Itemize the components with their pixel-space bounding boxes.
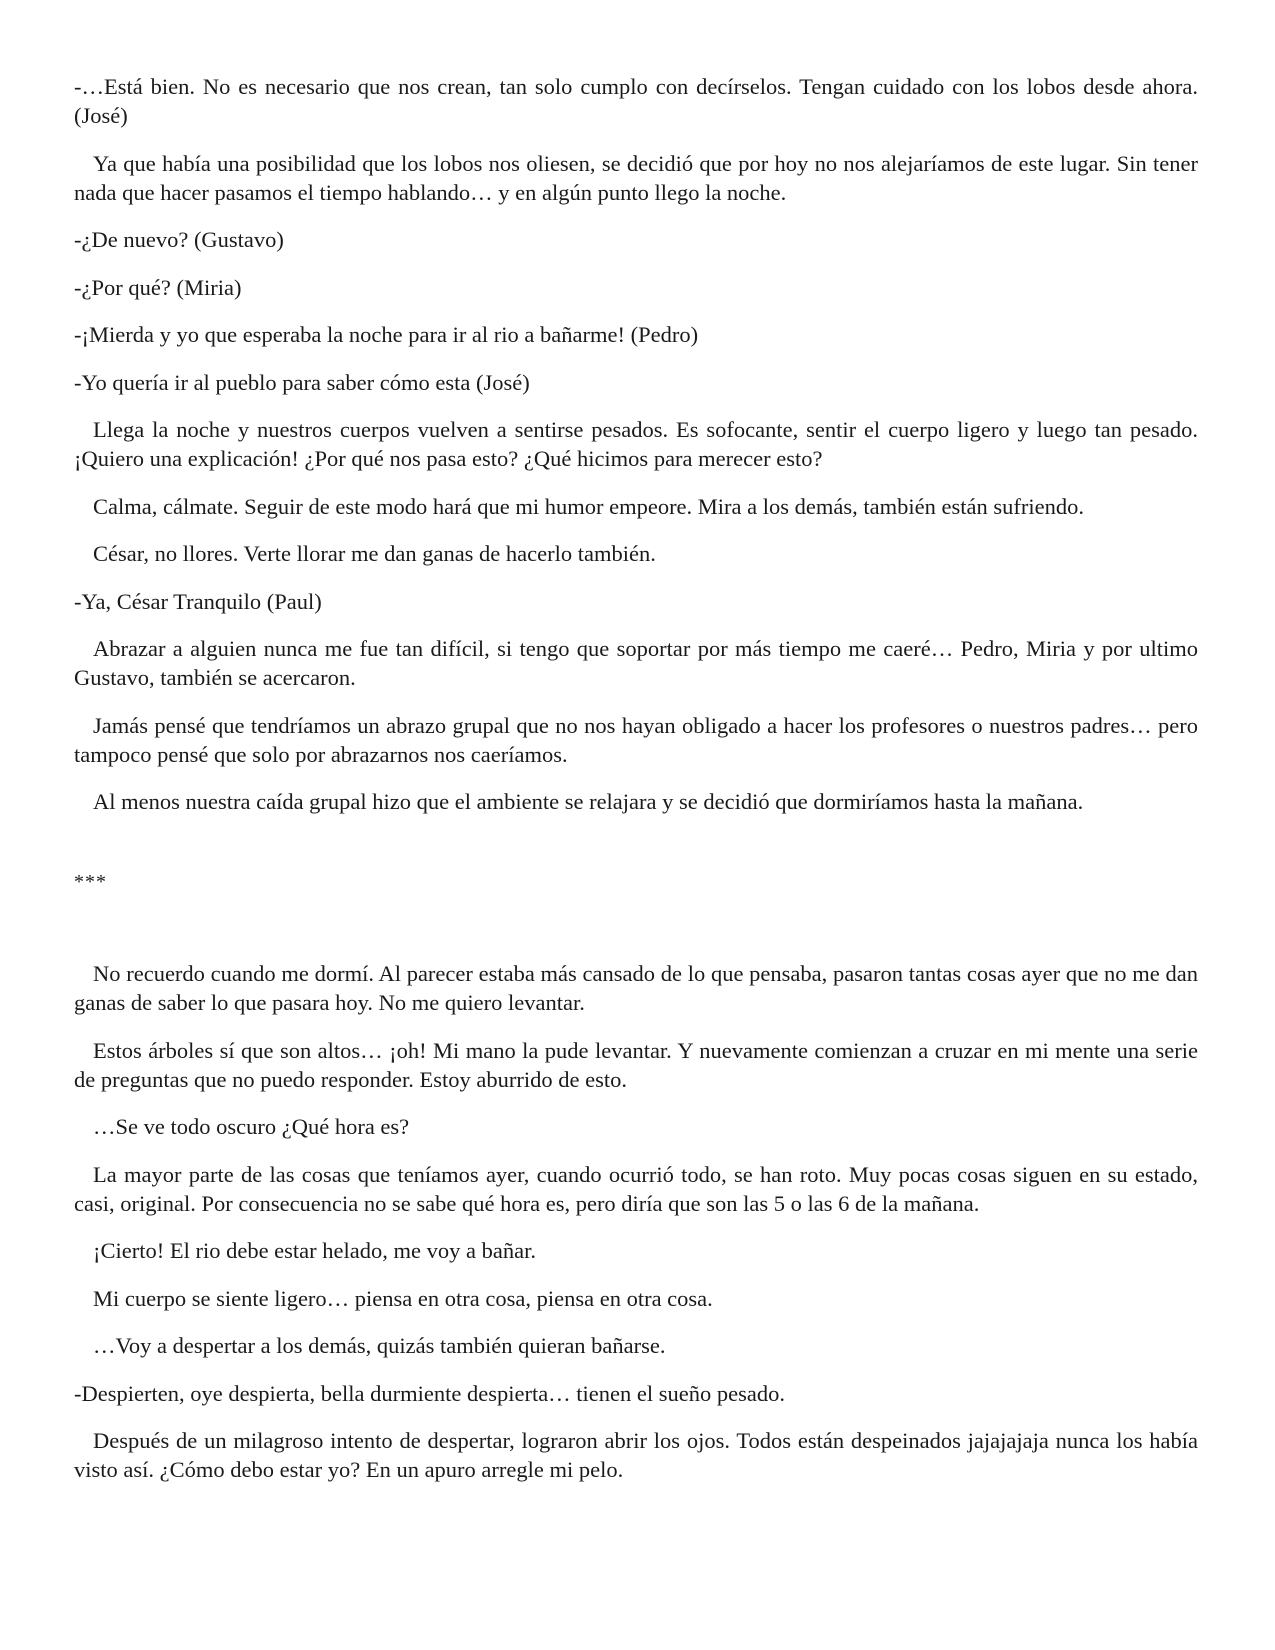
- paragraph: Estos árboles sí que son altos… ¡oh! Mi mano la pude levantar. Y nuevamente comienzan a cruzar en mi mente una serie de preguntas que no puedo responder. Estoy aburrido de esto.: [74, 1037, 1198, 1092]
- paragraph: …Voy a despertar a los demás, quizás también quieran bañarse.: [93, 1333, 666, 1358]
- document-page: [74, 72, 1198, 1503]
- paragraph: ¡Cierto! El rio debe estar helado, me voy a bañar.: [93, 1238, 536, 1263]
- dialogue-line: -Ya, César Tranquilo (Paul): [74, 588, 322, 614]
- section-one: [74, 72, 1198, 816]
- paragraph: Al menos nuestra caída grupal hizo que el ambiente se relajara y se decidió que dormiríamos hasta la mañana.: [93, 789, 1084, 814]
- paragraph: Después de un milagroso intento de despertar, lograron abrir los ojos. Todos están despeinados jajajajaja nunca los había visto así. ¿Cómo debo estar yo? En un apuro arregle mi pelo.: [74, 1428, 1198, 1482]
- paragraph: Ya que había una posibilidad que los lobos nos oliesen, se decidió que por hoy no nos alejaríamos de este lugar. Sin tener nada que hacer pasamos el tiempo hablando… y en algún punto llego la noche.: [74, 150, 1198, 205]
- dialogue-line: -Despierten, oye despierta, bella durmiente despierta… tienen el sueño pesado.: [74, 1380, 785, 1406]
- paragraph: César, no llores. Verte llorar me dan ganas de hacerlo también.: [93, 541, 656, 566]
- paragraph: Jamás pensé que tendríamos un abrazo grupal que no nos hayan obligado a hacer los profesores o nuestros padres… pero tampoco pensé que solo por abrazarnos nos caeríamos.: [74, 712, 1198, 767]
- paragraph: …Se ve todo oscuro ¿Qué hora es?: [93, 1114, 410, 1139]
- paragraph: La mayor parte de las cosas que teníamos ayer, cuando ocurrió todo, se han roto. Muy pocas cosas siguen en su estado, casi, original. Por consecuencia no se sabe qué hora es, pero diría que son las 5 o las 6 de la mañana.: [74, 1161, 1198, 1216]
- paragraph: -…Está bien. No es necesario que nos crean, tan solo cumplo con decírselos. Tengan cuidado con los lobos desde ahora. (José): [74, 74, 1198, 128]
- paragraph: Llega la noche y nuestros cuerpos vuelven a sentirse pesados. Es sofocante, sentir el cuerpo ligero y luego tan pesado. ¡Quiero una explicación! ¿Por qué nos pasa esto? ¿Qué hicimos para merecer esto?: [74, 417, 1198, 471]
- dialogue-line: -¡Mierda y yo que esperaba la noche para ir al rio a bañarme! (Pedro): [74, 322, 699, 347]
- dialogue-line: -Yo quería ir al pueblo para saber cómo esta (José): [74, 369, 530, 395]
- section-two: [74, 959, 1198, 1484]
- dialogue-line: -¿De nuevo? (Gustavo): [74, 227, 284, 252]
- paragraph: No recuerdo cuando me dormí. Al parecer estaba más cansado de lo que pensaba, pasaron tantas cosas ayer que no me dan ganas de saber lo que pasara hoy. No me quiero levantar.: [74, 961, 1198, 1015]
- dialogue-line: -¿Por qué? (Miria): [74, 274, 242, 300]
- paragraph: Mi cuerpo se siente ligero… piensa en otra cosa, piensa en otra cosa.: [93, 1285, 713, 1311]
- section-separator: ***: [74, 871, 107, 893]
- paragraph: Calma, cálmate. Seguir de este modo hará que mi humor empeore. Mira a los demás, también están sufriendo.: [93, 493, 1084, 519]
- paragraph: Abrazar a alguien nunca me fue tan difícil, si tengo que soportar por más tiempo me caeré… Pedro, Miria y por ultimo Gustavo, también se acercaron.: [74, 636, 1198, 690]
